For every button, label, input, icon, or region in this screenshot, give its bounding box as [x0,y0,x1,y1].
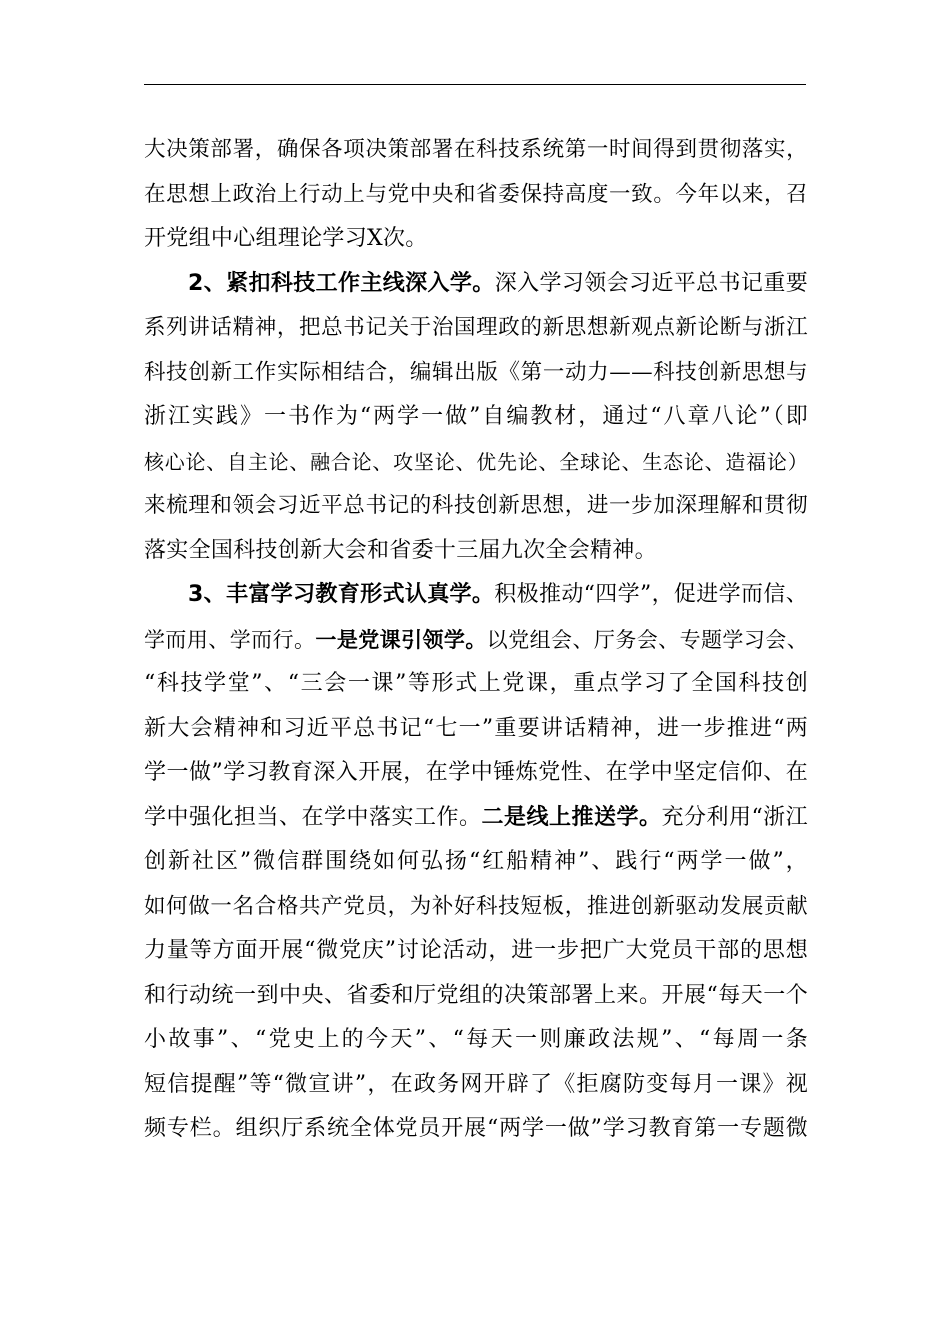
line-text: 开党组中心组理论学习X次。 [144,226,428,251]
paragraph-heading: 3、丰富学习教育形式认真学。 [188,582,495,607]
text-line [144,707,808,752]
text-line [144,1063,808,1108]
header-rule [144,84,806,85]
text-line [144,751,808,796]
subsection-heading: 二是线上推送学。 [481,804,662,830]
text-line [144,440,808,485]
text-line [144,618,808,663]
line-text: 大决策部署，确保各项决策部署在科技系统第一时间得到贯彻落实， [144,137,808,162]
text-line [144,306,808,351]
text-line [144,885,808,930]
text-line [144,128,808,173]
text-line [144,484,808,529]
text-line [144,217,808,262]
line-text: 系列讲话精神，把总书记关于治国理政的新思想新观点新论断与浙江 [144,315,808,340]
line-text: 新大会精神和习近平总书记“七一”重要讲话精神，进一步推进“两 [144,715,808,741]
line-text: “科技学堂”、“三会一课”等形式上党课，重点学习了全国科技创 [144,671,808,696]
paragraph-heading: 2、紧扣科技工作主线深入学。 [188,270,495,296]
text-line [144,840,808,885]
text-line [144,262,808,307]
line-text: 和行动统一到中央、省委和厅党组的决策部署上来。开展“每天一个 [144,982,808,1008]
line-text: 深入学习领会习近平总书记重要 [494,270,809,296]
text-line [144,929,808,974]
text-line [144,529,808,574]
text-line [144,173,808,218]
line-text: 短信提醒”等“微宣讲”，在政务网开辟了《拒腐防变每月一课》视 [144,1071,808,1097]
line-text: 来梳理和领会习近平总书记的科技创新思想，进一步加深理解和贯彻 [144,493,808,518]
line-text: 在思想上政治上行动上与党中央和省委保持高度一致。今年以来，召 [144,181,808,207]
text-line [144,351,808,396]
text-line [144,1107,808,1152]
line-text: 频专栏。组织厅系统全体党员开展“两学一做”学习教育第一专题微 [144,1116,808,1141]
text-line [144,974,808,1019]
line-text: 力量等方面开展“微党庆”讨论活动，进一步把广大党员干部的思想 [144,938,808,963]
line-text: 以党组会、厅务会、专题学习会、 [486,627,809,652]
text-line [144,1018,808,1063]
text-line [144,796,808,841]
line-text: 积极推动“四学”，促进学而信、 [494,582,809,607]
line-text: 核心论、自主论、融合论、攻坚论、优先论、全球论、生态论、造福论） [144,449,808,474]
subsection-heading: 一是党课引领学。 [315,627,487,652]
text-line [144,573,808,618]
line-text: 充分利用“浙江 [661,804,808,830]
text-line [144,395,808,440]
line-text: 学中强化担当、在学中落实工作。 [144,804,482,830]
text-line [144,662,808,707]
line-text: 落实全国科技创新大会和省委十三届九次全会精神。 [144,537,657,563]
document-body [144,128,808,1152]
line-text: 学而用、学而行。 [144,627,316,652]
line-text: 科技创新工作实际相结合，编辑出版《第一动力——科技创新思想与 [144,359,808,385]
line-text: 如何做一名合格共产党员，为补好科技短板，推进创新驱动发展贡献 [144,893,808,919]
line-text: 浙江实践》一书作为“两学一做”自编教材，通过“八章八论”（即 [144,404,808,429]
line-text: 学一做”学习教育深入开展，在学中锤炼党性、在学中坚定信仰、在 [144,760,808,785]
line-text: 小故事”、“党史上的今天”、“每天一则廉政法规”、“每周一条 [144,1027,808,1052]
line-text: 创新社区”微信群围绕如何弘扬“红船精神”、践行“两学一做”， [144,849,808,874]
